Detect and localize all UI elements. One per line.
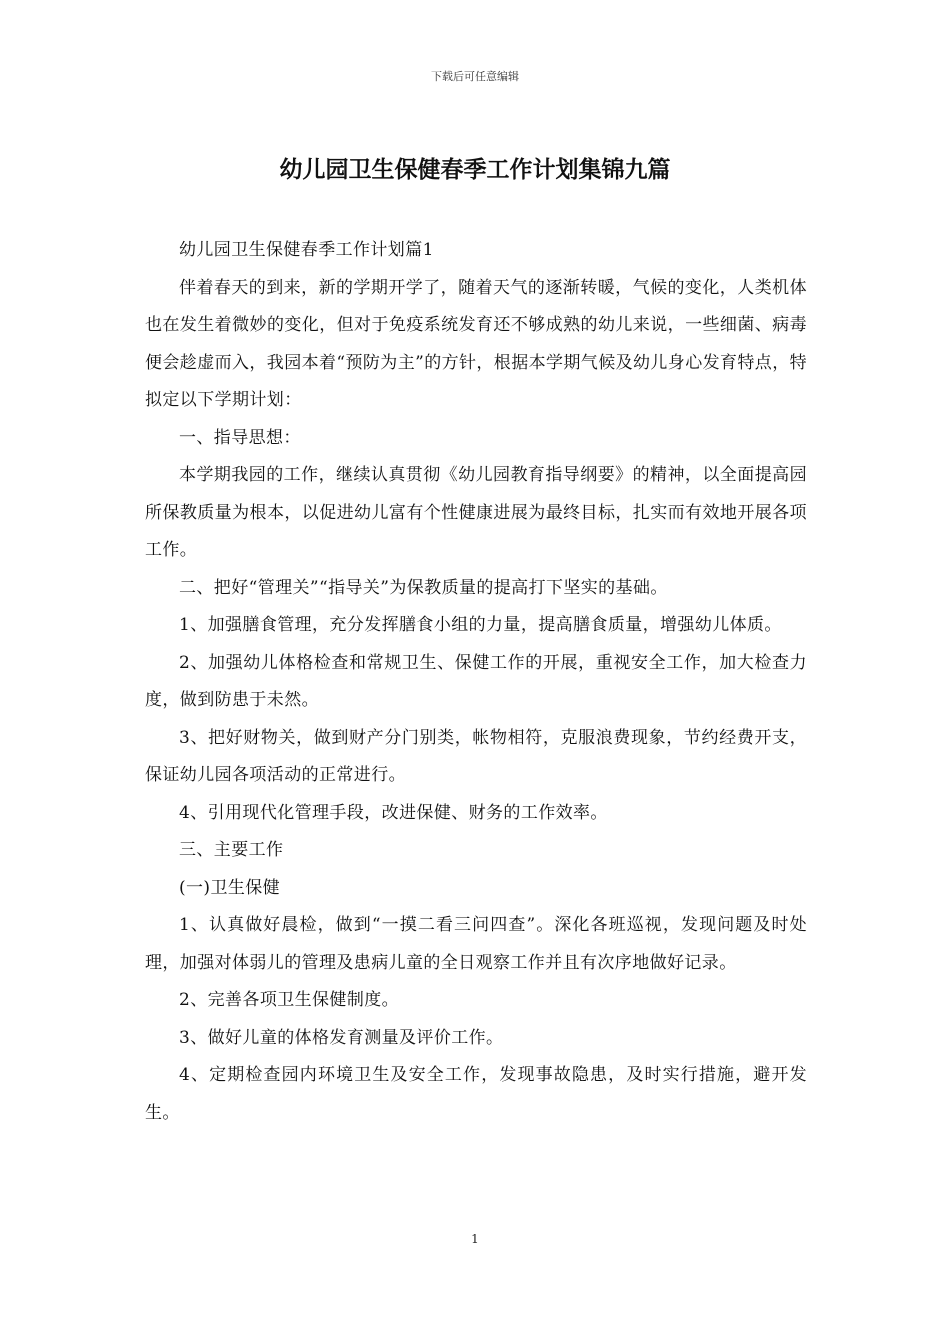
page-number: 1: [471, 1232, 479, 1246]
list-item: 4、引用现代化管理手段，改进保健、财务的工作效率。: [179, 802, 608, 823]
section-heading: 幼儿园卫生保健春季工作计划篇1: [179, 240, 434, 260]
list-item: 2、完善各项卫生保健制度。: [179, 990, 400, 1010]
list-item: 1、认真做好晨检，做到“一摸二看三问四查”。深化各班巡视，发现问题及时处理，加强对体弱儿的管理及患病儿童的全日观察工作并且有次序地做好记录。: [145, 915, 807, 973]
body-paragraph: 伴着春天的到来，新的学期开学了，随着天气的逐渐转暖，气候的变化，人类机体也在发生着微妙的变化，但对于免疫系统发育还不够成熟的幼儿来说，一些细菌、病毒便会趁虚而入，我园本着“预防为主”的方针，根据本学期气候及幼儿身心发育特点，特拟定以下学期计划：: [145, 277, 807, 410]
list-item: 3、把好财物关，做到财产分门别类，帐物相符，克服浪费现象，节约经费开支，保证幼儿园各项活动的正常进行。: [145, 727, 807, 785]
list-item: 1、加强膳食管理，充分发挥膳食小组的力量，提高膳食质量，增强幼儿体质。: [179, 615, 782, 635]
body-paragraph: 本学期我园的工作，继续认真贯彻《幼儿园教育指导纲要》的精神，以全面提高园所保教质量为根本，以促进幼儿富有个性健康进展为最终目标，扎实而有效地开展各项工作。: [145, 465, 807, 560]
section-heading: 二、把好“管理关”“指导关”为保教质量的提高打下坚实的基础。: [179, 577, 668, 598]
section-heading: 三、主要工作: [179, 840, 284, 860]
list-item: 2、加强幼儿体格检查和常规卫生、保健工作的开展，重视安全工作，加大检查力度，做到防患于未然。: [145, 652, 807, 710]
document-title: 幼儿园卫生保健春季工作计划集锦九篇: [279, 156, 671, 183]
list-item: 4、定期检查园内环境卫生及安全工作，发现事故隐患，及时实行措施，避开发生。: [145, 1065, 807, 1123]
section-heading: 一、指导思想：: [179, 427, 301, 448]
subsection-heading: (一)卫生保健: [179, 877, 281, 898]
list-item: 3、做好儿童的体格发育测量及评价工作。: [179, 1027, 504, 1048]
header-note: 下载后可任意编辑: [431, 70, 519, 83]
document-body: [145, 232, 807, 1132]
